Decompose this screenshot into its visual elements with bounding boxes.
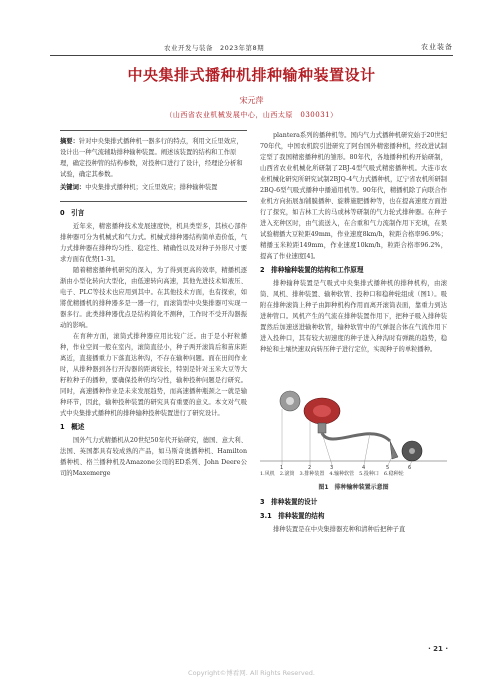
figure-part-legend: 1.风机 2.滚筒 3.排种装置 4.输种软管 5.投种口 6.稳种轮 xyxy=(260,471,404,477)
left-column xyxy=(60,130,247,479)
section-heading-overview: 1 概述 xyxy=(60,423,85,431)
paragraph: 排种装置是在中央集排器充种和清种后把种子直 xyxy=(273,526,406,533)
abstract-label: 摘要： xyxy=(60,138,79,145)
figure-part-number: 4 xyxy=(362,465,366,469)
section-heading-design: 3 排种装置的设计 xyxy=(260,498,318,506)
keywords-text: 中央集排式播种机；文丘里效应；排种输种装置 xyxy=(85,184,218,191)
figure-part-number: 1 xyxy=(280,465,284,469)
abstract xyxy=(60,130,247,180)
figure-part-number: 3 xyxy=(330,465,334,469)
abstract-text: 针对中央集排式播种机一器多行的特点，利用文丘里效应，设计出一种气流辅助排种输种装置。阐述该装置的结构和工作原理，确定投种管的结构参数，对投种口进行了设计，经理论分析和试验，确定其参数。 xyxy=(60,138,243,178)
journal-section-label: 农业装备 xyxy=(421,43,453,51)
figure-part-number: 5 xyxy=(386,465,390,469)
page-number: · 21 · xyxy=(428,645,448,653)
section-heading-structure: 2 排种输种装置的结构和工作原理 xyxy=(260,266,364,274)
subsection-heading-structure: 3.1 排种装置的结构 xyxy=(260,512,325,520)
paragraph: 在育种方面，滚筒式排种器应用比较广泛。由于是小籽粒播种，作业空间一般在室内，滚筒直径小，种子两开滚筒后和苗床距离近，直接播重力下落直达种沟，不存在输种问题。面在田间作业时，从排种器到各行开沟器的距离较长，特别是针对玉米大豆等大籽粒种子的播种，要确保投种的均匀性，输种投种问题是行研究。同时，高速播种作业是未来发展趋势，而高速播种瓶颈之一就是输种环节，因此，输种投种装置的研究具有重要的意义。本文对气吸式中央集排式播种机的排种输种投种装置进行了研究设计。 xyxy=(60,333,247,417)
paragraph: 国外气力式精播机从20世纪50年代开始研究，德国、意大利、法国、英国都具有较成熟的产品，如马斯奇奥播种机、Hamilton播种机、格兰播种机及Amazone公司的ED系列、John Deere公司的Maxemerge xyxy=(60,437,247,477)
paragraph: plantera系列的播种机等。国内气力式播种机研究始于20世纪70年代，中国农机院引进研究了阿台国外精密播种机，经改进试制定型了我国精密播种机的雏形。80年代，各地播种机构开始研制，山西省农业机械化所研制了2BJ-4型气吸式精密播种机。大连市农业机械化研究所研究试制2BJQ-4气力式播种机，辽宁省农机所研制2BQ-6型气吸式播种中播通用机等。90年代，精播机除了向联合作业机方向拓展加铺膜播种、旋耕施肥播种等，也在提高速度方面进行了探究，如吉林工大的马或林等研制的气力轮式排种器。在种子进入充种区时，由气流送入，在合重和气力流制作用下充填，在果试验精播大豆粒距49mm，作业速度8km/h，粒距合格率96.9%；精播玉米粒距149mm，作业速度10km/h，粒距合格率96.2%，提高了作业速度[4]。 xyxy=(260,132,447,260)
affiliation: （山西省农业机械发展中心，山西太原 030031） xyxy=(165,111,338,119)
figure-part-number: 6 xyxy=(408,465,412,469)
copyright-watermark: Copyright©博看网. All Rights Reserved. xyxy=(188,669,315,677)
paragraph: 随着精密播种机研究的深入，为了得到更高的效率，精播机逐渐由小型化转向大型化，由低速转向高速，其他先进技术如液压、电子、PLC等技术也应用到其中。在其他技术方面，也有探索，如將优精播机的排种器多是一器一行，而滚筒型中央集排器可实现一器多行。此类排种器优点是结构简化不测种，工作时不受开沟器振动的影响。 xyxy=(60,267,247,329)
keywords-label: 关键词： xyxy=(60,184,86,191)
figure-part-number: 2 xyxy=(308,465,312,469)
paragraph: 近年来，精密播种技术发展速度快，机具类型多，其核心部件排种器可分为机械式和气力式。机械式排种器结构简单造价低，气力式排种器在排种均匀性、稳定性、精确性以及对种子外形尺寸要求方面有优势[1-3]。 xyxy=(60,223,247,263)
running-header xyxy=(50,40,453,56)
section-heading-intro: 0 引言 xyxy=(60,209,85,217)
right-column xyxy=(260,130,447,535)
keywords xyxy=(60,182,247,201)
abstract-divider xyxy=(60,201,247,202)
paragraph: 排种输种装置是气吸式中央集排式播种机的排种机构，由滚筒、风机、排种装置、输种软管、投种口和稳种轮组成（图1）。吸附在排种滚筒上种子由卸种机构作用而离开滚筒表面，靠重力到达进种管口。风机产生的气流在排种装置作用下，把种子吸入排种装置然后加速送进输种软管，输种软管中的气弹混合体在气流作用下进入投种口，其有较大初速度的种子进入种沟时有弹跳的趋势，稳种轮和土壤快速双向转压种子进行定位，实现种子的单粒播种。 xyxy=(260,280,447,353)
seeder-schematic-drawing xyxy=(260,361,447,469)
journal-issue-line: 农业开发与装备 2023年第8期 xyxy=(164,44,265,52)
figure-1-diagram xyxy=(260,361,447,469)
article-title: 中央集排式播种机排种输种装置设计 xyxy=(127,66,376,84)
figure-caption: 图1 排种输种装置示意图 xyxy=(318,484,389,491)
author: 宋元萍 xyxy=(239,96,264,105)
